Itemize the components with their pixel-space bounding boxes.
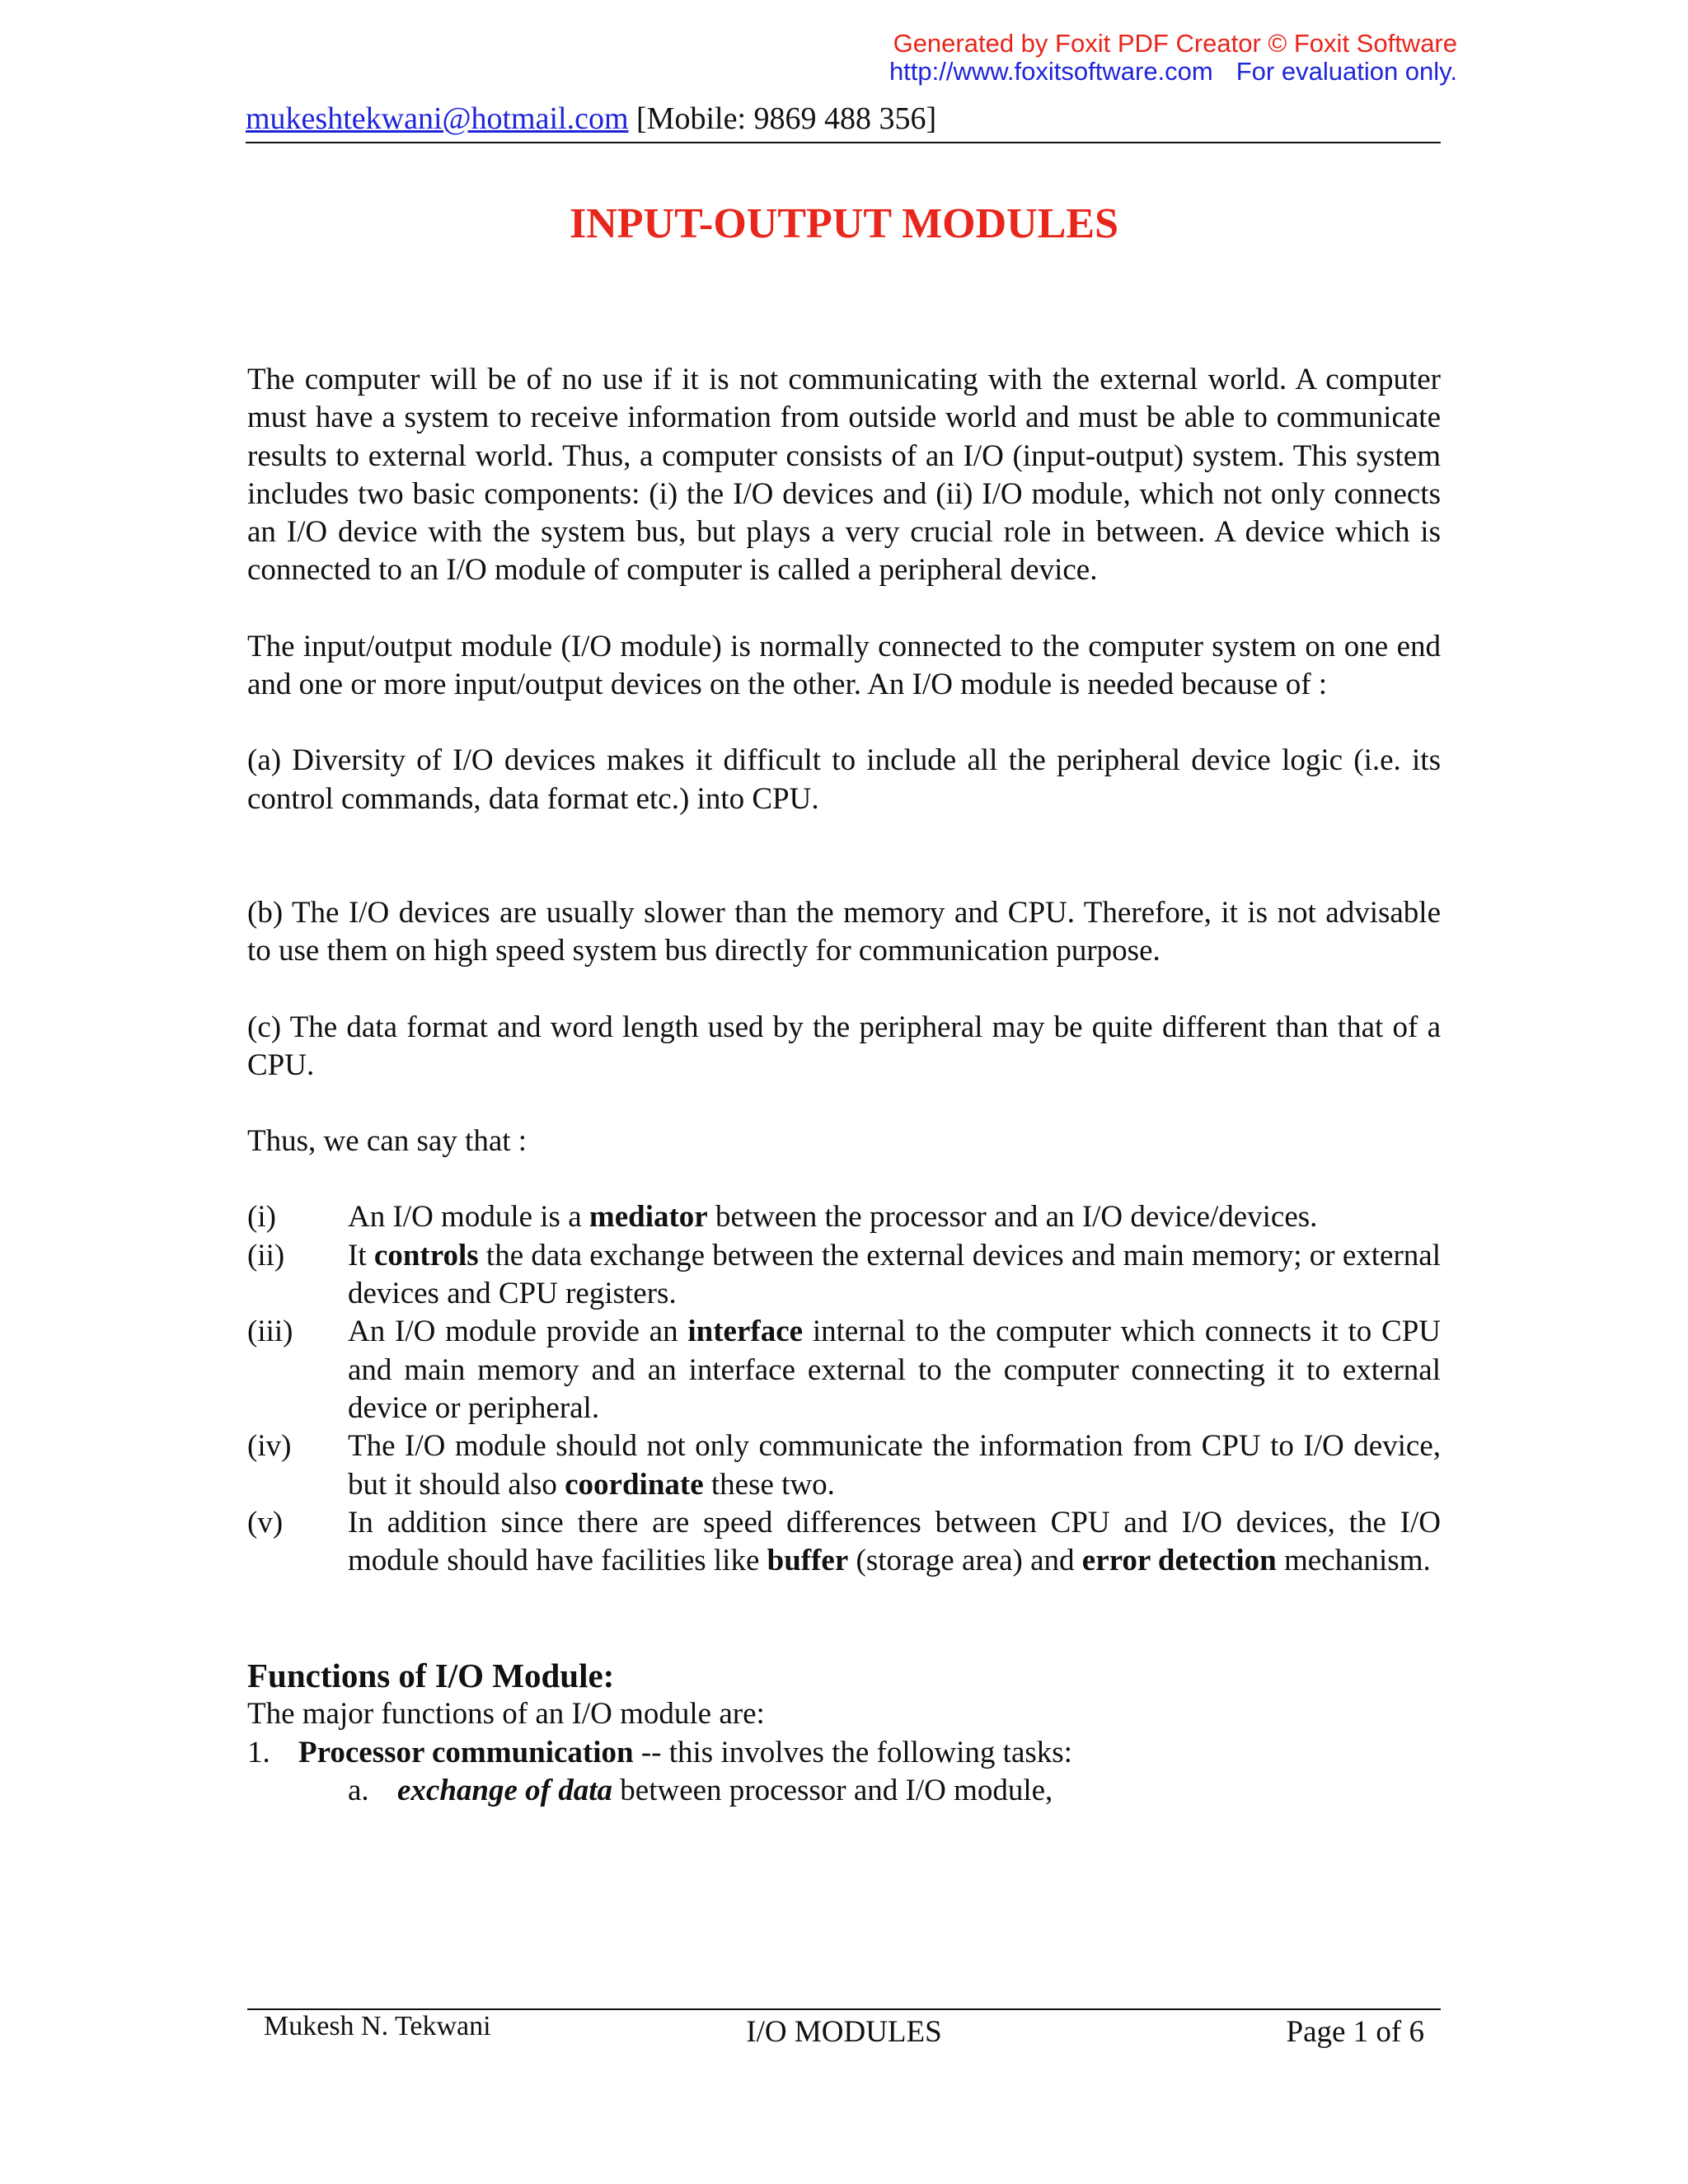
foxit-watermark xyxy=(889,30,1457,86)
list-text: It controls the data exchange between the external devices and main memory; or external devices and CPU registers. xyxy=(348,1238,1441,1311)
page-header xyxy=(246,99,1441,143)
reason-a: (a) Diversity of I/O devices makes it difficult to include all the peripheral device logic (i.e. its control commands, data format etc.) into CPU. xyxy=(247,743,1441,816)
page-footer xyxy=(247,2009,1441,2059)
watermark-line1: Generated by Foxit PDF Creator © Foxit Software xyxy=(893,29,1457,58)
subitem-text: exchange of data between processor and I/O module, xyxy=(397,1774,1053,1808)
roman-list xyxy=(247,1198,1441,1580)
reason-c: (c) The data format and word length used by the peripheral may be quite different than that of a CPU. xyxy=(247,1010,1441,1082)
list-item xyxy=(247,1313,1441,1427)
document-body xyxy=(247,361,1441,1810)
list-item xyxy=(247,1198,1441,1236)
page-number: Page 1 of 6 xyxy=(1286,2015,1424,2049)
list-text: An I/O module provide an interface internal to the computer which connects it to CPU and main memory and an interface external to the computer connecting it to external device or peripheral. xyxy=(348,1315,1441,1425)
list-text: The I/O module should not only communicate the information from CPU to I/O device, but it should also coordinate these two. xyxy=(348,1429,1441,1502)
list-number: (ii) xyxy=(247,1238,285,1272)
footer-title: I/O MODULES xyxy=(746,2015,942,2049)
watermark-note: For evaluation only. xyxy=(1236,57,1457,86)
list-text: In addition since there are speed differences between CPU and I/O devices, the I/O module should have facilities like buffer (storage area) and error detection mechanism. xyxy=(348,1505,1441,1578)
list-number: (v) xyxy=(247,1505,284,1540)
list-text: An I/O module is a mediator between the processor and an I/O device/devices. xyxy=(348,1200,1318,1235)
reason-b: (b) The I/O devices are usually slower than the memory and CPU. Therefore, it is not advisable to use them on high speed system bus directly for communication purpose. xyxy=(247,895,1441,968)
thus-line: Thus, we can say that : xyxy=(247,1124,528,1159)
mobile-text: [Mobile: 9869 488 356] xyxy=(628,101,937,136)
footer-author: Mukesh N. Tekwani xyxy=(264,2011,491,2041)
module-paragraph: The input/output module (I/O module) is normally connected to the computer system on one end and one or more input/output devices on the other. An I/O module is needed because of : xyxy=(247,629,1441,702)
function-number: 1. xyxy=(247,1735,270,1769)
list-item xyxy=(247,1237,1441,1314)
list-number: (i) xyxy=(247,1200,276,1235)
function-text: Processor communication -- this involves the following tasks: xyxy=(298,1735,1072,1769)
list-item xyxy=(247,1427,1441,1504)
page-title: INPUT-OUTPUT MODULES xyxy=(570,200,1118,247)
functions-heading: Functions of I/O Module: xyxy=(247,1657,615,1695)
functions-intro: The major functions of an I/O module are: xyxy=(247,1697,765,1732)
subitem-label: a. xyxy=(348,1774,369,1808)
list-number: (iv) xyxy=(247,1429,292,1464)
list-number: (iii) xyxy=(247,1315,293,1349)
list-item xyxy=(247,1504,1441,1581)
intro-paragraph: The computer will be of no use if it is not communicating with the external world. A computer must have a system to receive information from outside world and must be able to communicate results to external world. Thus, a computer consists of an I/O (input-output) system. This system includes two basic components: (i) the I/O devices and (ii) I/O module, which not only connects an I/O device with the system bus, but plays a very crucial role in between. A device which is connected to an I/O module of computer is called a peripheral device. xyxy=(247,363,1441,588)
function-item xyxy=(247,1734,1441,1772)
watermark-line2 xyxy=(889,58,1457,86)
function-subitem xyxy=(247,1772,1441,1810)
watermark-url[interactable]: http://www.foxitsoftware.com xyxy=(889,57,1213,86)
email-link[interactable]: mukeshtekwani@hotmail.com xyxy=(246,101,629,136)
